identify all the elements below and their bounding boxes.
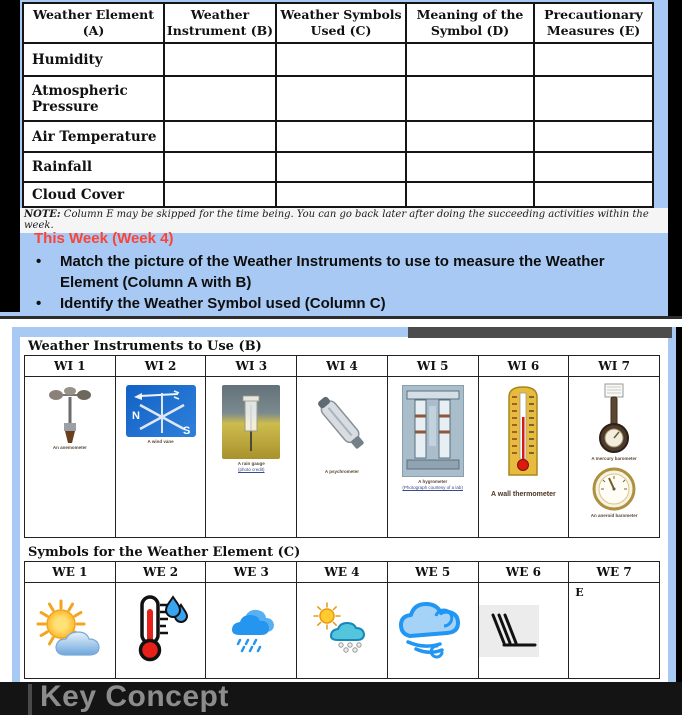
- cell-sun-cloud-symbol: [25, 583, 116, 679]
- note-body: Column E may be skipped for the time being. You can go back later after doing the succeeding activities within the week.: [24, 209, 649, 231]
- cell-rain-symbol: [206, 583, 297, 679]
- empty-cell: [276, 152, 406, 182]
- weather-instruments-table: [24, 355, 660, 538]
- symbols-image-row: [25, 583, 660, 679]
- bullet-marker: •: [36, 295, 42, 312]
- instruments-section-title: Weather Instruments to Use (B): [28, 339, 262, 354]
- col-header-precautionary: Precautionary Measures (E): [534, 3, 653, 43]
- symbols-header-row: [25, 562, 660, 583]
- empty-cell: [276, 182, 406, 207]
- worksheet-slide-1: [0, 0, 682, 319]
- caption-hygrometer: [402, 479, 463, 492]
- caption-rain-gauge-line2: (photo credit): [237, 467, 265, 473]
- caption-anemometer: An anemometer: [52, 445, 87, 450]
- col-header-weather-symbols: Weather Symbols Used (C): [276, 3, 406, 43]
- table-row: [23, 76, 653, 121]
- empty-cell: [406, 76, 534, 121]
- cell-wind-barb-symbol: [478, 583, 569, 679]
- caption-mercury-barometer: A mercury barometer: [591, 456, 637, 461]
- col-header-meaning: Meaning of the Symbol (D): [406, 3, 534, 43]
- empty-cell: [406, 182, 534, 207]
- row-label-humidity: Humidity: [23, 43, 164, 76]
- instruction-item: [36, 251, 636, 293]
- instruments-image-row: [25, 377, 660, 538]
- psychrometer-image: [313, 389, 371, 459]
- mercury-barometer-image: [594, 382, 634, 454]
- aneroid-barometer-image: [592, 467, 636, 511]
- cell-thermometer-symbol: [115, 583, 206, 679]
- we7-label: E: [575, 586, 584, 599]
- slide-top-shadow-bar: [408, 327, 672, 338]
- header-we4: WE 4: [297, 562, 388, 583]
- key-concept-accent: [28, 684, 32, 715]
- wind-barb-background: [479, 605, 539, 657]
- empty-cell: [534, 152, 653, 182]
- cell-hygrometer: [387, 377, 478, 538]
- cell-wall-thermometer: [478, 377, 569, 538]
- slide-2-content: [20, 337, 668, 682]
- cell-windy-symbol: [387, 583, 478, 679]
- empty-cell: [534, 76, 653, 121]
- cell-anemometer: [25, 377, 116, 538]
- col-header-weather-element: Weather Element (A): [23, 3, 164, 43]
- header-we5: WE 5: [387, 562, 478, 583]
- header-wi5: WI 5: [387, 356, 478, 377]
- caption-rain-gauge: [238, 461, 265, 474]
- caption-psychrometer: A psychrometer: [324, 469, 360, 474]
- empty-cell: [164, 152, 276, 182]
- header-we7: WE 7: [569, 562, 660, 583]
- empty-cell: [276, 76, 406, 121]
- header-wi3: WI 3: [206, 356, 297, 377]
- instruction-item: [36, 293, 636, 314]
- hygrometer-image: [402, 385, 464, 477]
- wind-barb-icon: [481, 609, 537, 653]
- row-label-rainfall: Rainfall: [23, 152, 164, 182]
- col-header-weather-instrument: Weather Instrument (B): [164, 3, 276, 43]
- right-black-edge-bottom: [676, 327, 682, 682]
- key-concept-title: Key Concept: [40, 680, 229, 713]
- week-instructions: [36, 251, 636, 314]
- weather-element-table: [22, 2, 654, 208]
- caption-hygrometer-line1: A hygrometer: [418, 479, 448, 484]
- empty-cell: [406, 152, 534, 182]
- wall-thermometer-image: [504, 385, 542, 477]
- vane-s-label: S: [182, 425, 190, 437]
- caption-rain-gauge-line1: A rain gauge: [237, 461, 265, 466]
- header-wi4: WI 4: [297, 356, 388, 377]
- empty-cell: [534, 182, 653, 207]
- wind-vane-image: [126, 385, 196, 437]
- right-black-edge: [668, 0, 682, 316]
- header-wi2: WI 2: [115, 356, 206, 377]
- instruments-header-row: [25, 356, 660, 377]
- vane-n-label: N: [131, 410, 140, 422]
- cell-wind-vane: [115, 377, 206, 538]
- table-row: [23, 152, 653, 182]
- table-row: [23, 121, 653, 152]
- instruction-text: Match the picture of the Weather Instruments to use to measure the Weather Element (Column A with B): [60, 253, 605, 291]
- table-header-row: [23, 3, 653, 43]
- empty-cell: [164, 182, 276, 207]
- header-wi7: WI 7: [569, 356, 660, 377]
- header-we6: WE 6: [478, 562, 569, 583]
- week-title: This Week (Week 4): [34, 230, 174, 247]
- caption-hygrometer-line2: (Photograph courtesy of a lab): [402, 485, 463, 491]
- cell-we7: [569, 583, 660, 679]
- key-concept-bar: [0, 682, 682, 715]
- temperature-humidity-icon: [132, 593, 190, 663]
- row-label-atmospheric-pressure: Atmospheric Pressure: [23, 76, 164, 121]
- rain-gauge-image: [222, 385, 280, 459]
- empty-cell: [164, 121, 276, 152]
- empty-cell: [406, 43, 534, 76]
- empty-cell: [276, 121, 406, 152]
- caption-wind-vane: A wind vane: [147, 439, 174, 444]
- empty-cell: [534, 43, 653, 76]
- note-label: NOTE:: [24, 209, 61, 220]
- weather-symbols-table: [24, 561, 660, 679]
- header-we1: WE 1: [25, 562, 116, 583]
- left-black-edge: [0, 0, 20, 312]
- empty-cell: [164, 76, 276, 121]
- windy-cloud-icon: [394, 596, 472, 660]
- empty-cell: [534, 121, 653, 152]
- cell-barometers: [569, 377, 660, 538]
- row-label-cloud-cover: Cloud Cover: [23, 182, 164, 207]
- table-row: [23, 43, 653, 76]
- header-we2: WE 2: [115, 562, 206, 583]
- worksheet-slide-2: [12, 327, 676, 682]
- rain-cloud-icon: [220, 603, 282, 653]
- bullet-marker: •: [36, 253, 42, 270]
- cell-psychrometer: [297, 377, 388, 538]
- anemometer-image: [48, 385, 92, 443]
- empty-cell: [276, 43, 406, 76]
- symbols-section-title: Symbols for the Weather Element (C): [28, 545, 301, 560]
- header-we3: WE 3: [206, 562, 297, 583]
- empty-cell: [164, 43, 276, 76]
- partly-cloudy-icon: [34, 599, 106, 657]
- caption-wall-thermometer: A wall thermometer: [491, 491, 556, 498]
- table-row: [23, 182, 653, 207]
- header-wi1: WI 1: [25, 356, 116, 377]
- cell-sun-shower-symbol: [297, 583, 388, 679]
- empty-cell: [406, 121, 534, 152]
- row-label-air-temperature: Air Temperature: [23, 121, 164, 152]
- cell-rain-gauge: [206, 377, 297, 538]
- header-wi6: WI 6: [478, 356, 569, 377]
- instruction-text: Identify the Weather Symbol used (Column C): [60, 295, 386, 312]
- caption-aneroid-barometer: An aneroid barometer: [590, 513, 638, 519]
- sun-shower-icon: [311, 602, 373, 654]
